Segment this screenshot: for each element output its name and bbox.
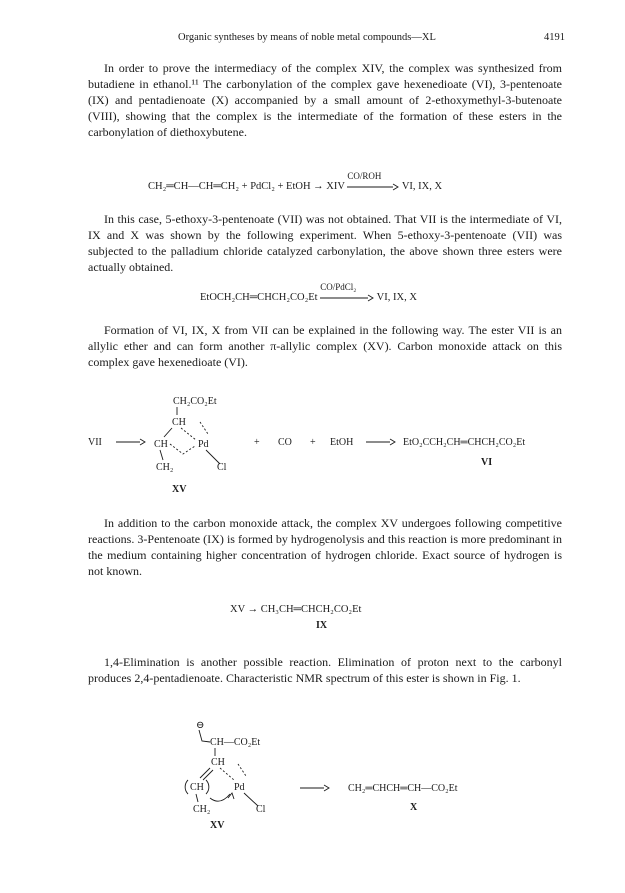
scheme-1-ch-top: CH xyxy=(172,417,186,428)
equation-2-products: VI, IX, X xyxy=(376,292,417,303)
scheme-1-pd: Pd xyxy=(198,439,209,450)
equation-1-products: VI, IX, X xyxy=(401,181,443,192)
scheme-2-ch-top: CH xyxy=(211,757,225,768)
dashed-bond xyxy=(181,428,196,440)
page-number: 4191 xyxy=(544,32,565,43)
equation-3 xyxy=(230,604,361,615)
scheme-1-etoh: EtOH xyxy=(330,437,354,448)
scheme-1-sub: CH₂CO₂Et xyxy=(173,396,217,407)
arrow-head xyxy=(390,439,395,445)
scheme-1 xyxy=(88,392,568,502)
arrow-head xyxy=(140,439,145,445)
scheme-2-minus: ⊖ xyxy=(196,720,205,731)
scheme-1-co: CO xyxy=(278,437,292,448)
equation-3-text: XV → CH₃CH═CHCH₂CO₂Et xyxy=(230,604,362,615)
arrow-head xyxy=(324,785,329,791)
scheme-1-plus-2: + xyxy=(310,437,316,448)
scheme-2-product-label: X xyxy=(410,802,418,813)
equation-1 xyxy=(148,171,443,192)
dashed-bond xyxy=(170,444,195,454)
equation-1-left: CH₂═CH—CH═CH₂ + PdCl₂ + EtOH → XIV xyxy=(148,181,345,192)
dashed-bond xyxy=(238,764,246,776)
bond xyxy=(164,428,172,437)
arrow-icon xyxy=(347,183,399,191)
scheme-2-pd: Pd xyxy=(234,782,245,793)
scheme-1-cl: Cl xyxy=(217,462,227,473)
dashed-bond xyxy=(220,768,234,780)
scheme-2-sub: CH—CO₂Et xyxy=(210,737,261,748)
equation-2 xyxy=(200,282,417,303)
bond xyxy=(210,794,230,801)
dashed-bond xyxy=(200,422,208,434)
scheme-2-product: CH₂═CHCH═CH—CO₂Et xyxy=(348,783,458,794)
scheme-2-ch-left: CH xyxy=(190,782,204,793)
bond xyxy=(185,780,188,794)
bond xyxy=(206,780,209,794)
scheme-1-complex-label: XV xyxy=(172,484,187,495)
paragraph-1: In order to prove the intermediacy of the complex XIV, the complex was synthesized from butadiene in ethanol.¹¹ The carbonylation of the complex gave hexenedioate (VI), 3-pentenoate (IX) and pentadienoate (X) accompanied by a small amount of 2-ethoxymethyl-3-butenoate (VIII), showing that the complex is the intermediate of the formation of these esters in the carbonylation of diethoxybutene. xyxy=(88,61,562,139)
bond xyxy=(228,793,234,799)
arrow-icon xyxy=(320,294,374,302)
equation-3-label: IX xyxy=(316,620,328,631)
scheme-2-ch2: CH₂ xyxy=(193,804,211,815)
scheme-2 xyxy=(180,718,520,830)
scheme-2-complex-label: XV xyxy=(210,820,225,830)
scheme-1-plus-1: + xyxy=(254,437,260,448)
bond xyxy=(200,768,210,778)
equation-1-arrow-label: CO/ROH xyxy=(347,171,382,182)
running-title: Organic syntheses by means of noble metal compounds—XL xyxy=(178,32,436,43)
bond xyxy=(203,770,213,780)
equation-2-arrow-label: CO/PdCl₂ xyxy=(320,282,357,293)
equation-2-arrow xyxy=(320,282,374,303)
scheme-1-product: EtO₂CCH₂CH═CHCH₂CO₂Et xyxy=(403,437,526,448)
equation-2-reactant: EtOCH₂CH═CHCH₂CO₂Et xyxy=(200,292,318,303)
paragraph-4: In addition to the carbon monoxide attack, the complex XV undergoes following competitive reactions. 3-Pentenoate (IX) is formed by hydrogenolysis and this reaction is more predominant in the medium containing higher concentration of hydrogen chloride. Exact source of hydrogen is not known. xyxy=(88,516,562,578)
bond xyxy=(196,794,198,802)
scheme-1-ch2: CH₂ xyxy=(156,462,174,473)
bond xyxy=(160,450,163,460)
paragraph-5: 1,4-Elimination is another possible reaction. Elimination of proton next to the carbonyl produces 2,4-pentadienoate. Characteristic NMR spectrum of this ester is shown in Fig. 1. xyxy=(88,655,562,685)
scheme-1-start: VII xyxy=(88,437,102,448)
bond xyxy=(199,730,210,742)
equation-1-arrow xyxy=(347,171,399,192)
page-header xyxy=(88,32,565,48)
scheme-1-product-label: VI xyxy=(481,457,493,468)
paragraph-2: In this case, 5-ethoxy-3-pentenoate (VII) was not obtained. That VII is the intermediate of VI, IX and X was shown by the following experiment. When 5-ethoxy-3-pentenoate (VII) was subjected to the palladium chloride catalyzed carbonylation, the above shown three esters were actually obtained. xyxy=(88,212,562,274)
scheme-1-ch-left: CH xyxy=(154,439,168,450)
paragraph-3: Formation of VI, IX, X from VII can be explained in the following way. The ester VII is an allylic ether and can form another π-allylic complex (XV). Carbon monoxide attack on this complex gave hexenedioate (VI). xyxy=(88,323,562,369)
scheme-2-cl: Cl xyxy=(256,804,266,815)
